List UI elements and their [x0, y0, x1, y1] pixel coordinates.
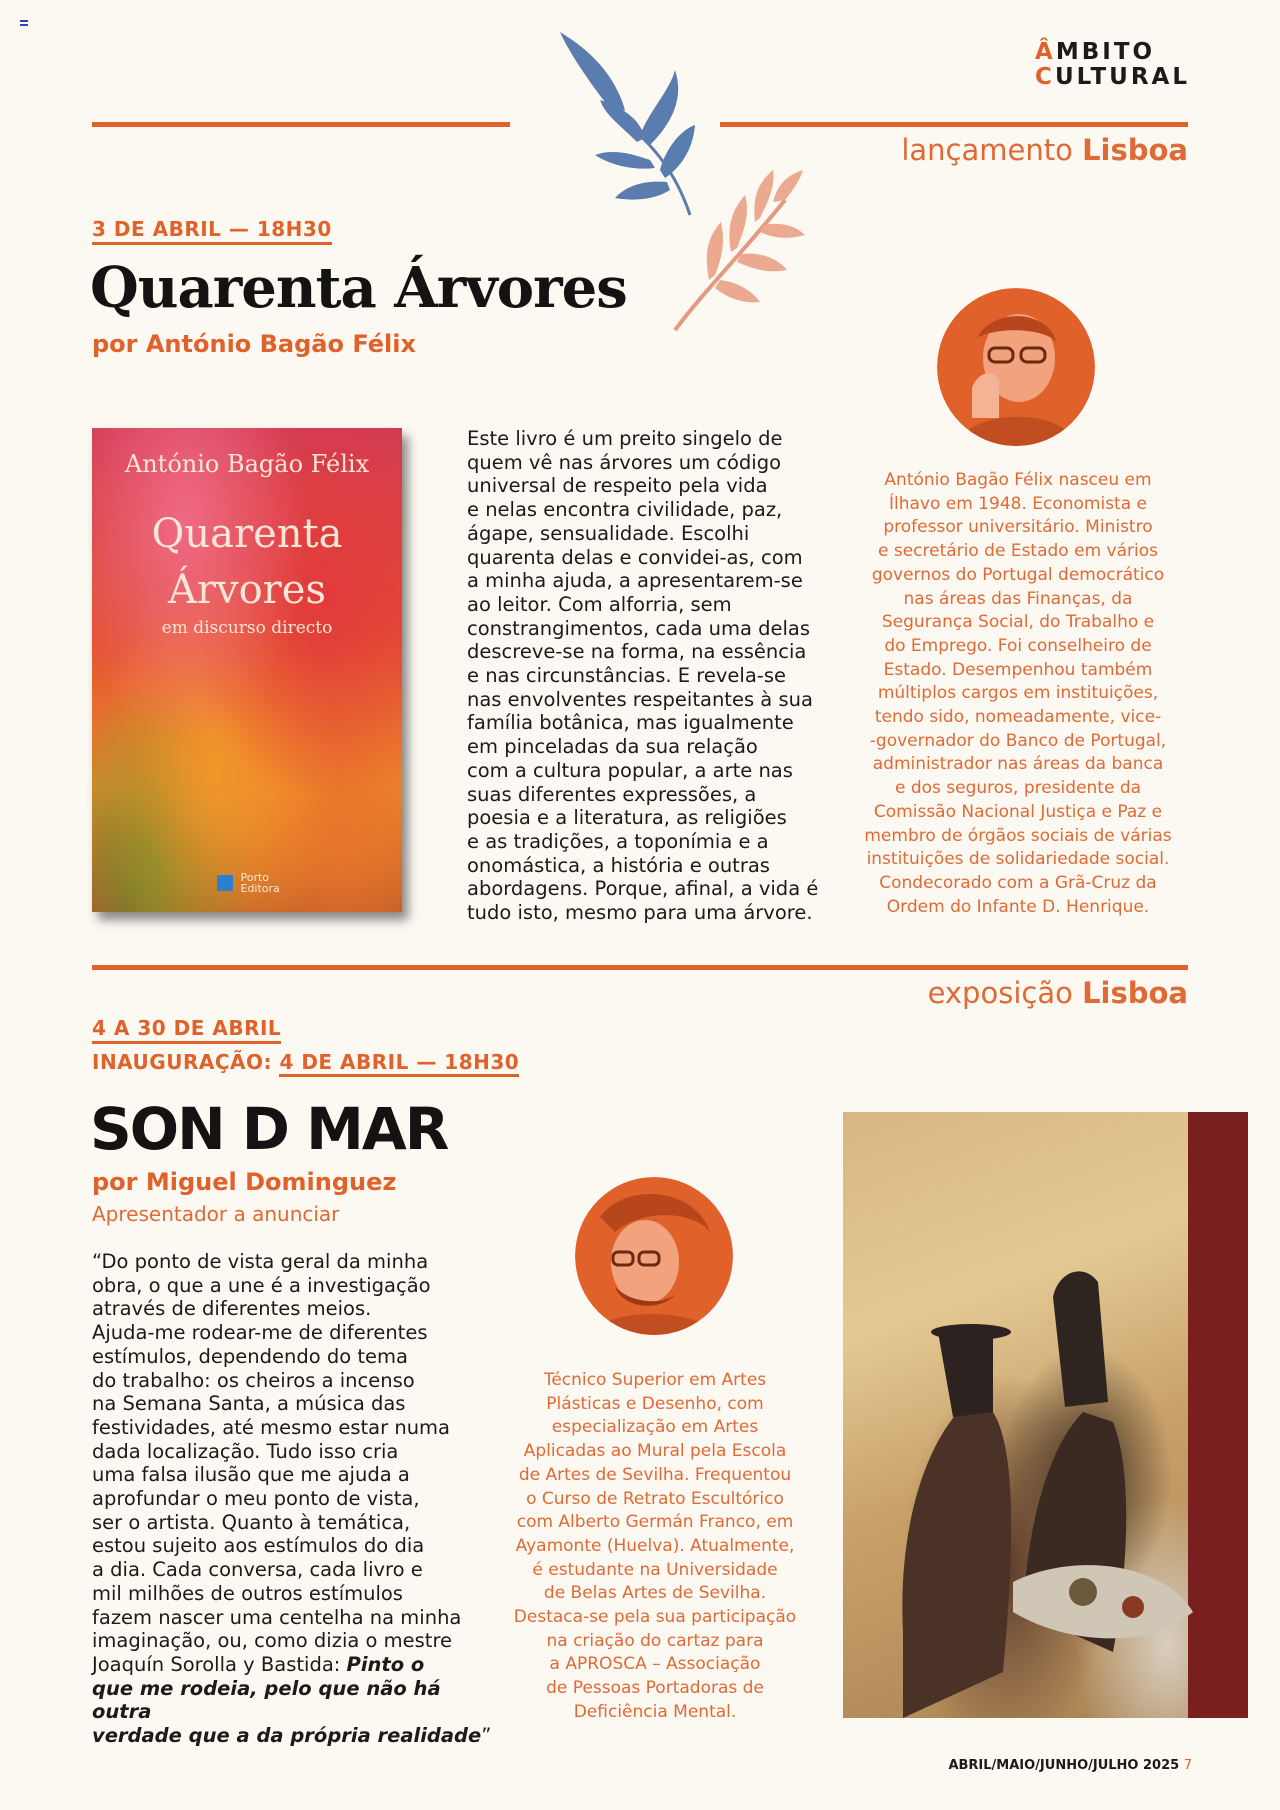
bio-line: do Emprego. Foi conselheiro de [884, 635, 1152, 656]
event2-presenter: Apresentador a anunciar [92, 1202, 340, 1226]
blue-leaf-icon [560, 32, 695, 215]
bio-line: de Pessoas Portadoras de [546, 1678, 764, 1699]
bio-line: a APROSCA – Associação [549, 1654, 761, 1675]
section-type: exposição [927, 976, 1073, 1010]
quote-line: obra, o que a une é a investigação [92, 1273, 431, 1297]
description-line: e as tradições, a toponímia e a [467, 829, 769, 853]
painting-figures [843, 1112, 1248, 1718]
bio-line: -governador do Banco de Portugal, [869, 730, 1167, 751]
event2-title: SON D MAR [90, 1095, 448, 1163]
description-line: onomástica, a história e outras [467, 853, 770, 877]
bio-line: e dos seguros, presidente da [894, 778, 1142, 799]
quote-line: a dia. Cada conversa, cada livro e [92, 1558, 423, 1582]
quote-close: ” [481, 1724, 492, 1748]
bio-line: governos do Portugal democrático [871, 564, 1165, 585]
quote-line: do trabalho: os cheiros a incenso [92, 1368, 415, 1392]
bio-line: Ílhavo em 1948. Economista e [888, 493, 1148, 514]
logo-line-1: ÂMBITO [1035, 39, 1156, 65]
quote-line: “Do ponto de vista geral da minha [92, 1250, 429, 1273]
quote-emphasis-1: Pinto o [346, 1652, 425, 1676]
quote-line: imaginação, ou, como dizia o mestre [92, 1629, 453, 1653]
top-rule-right [720, 122, 1188, 127]
quote-line: uma falsa ilusão que me ajuda a [92, 1463, 410, 1487]
quote-line: dada localização. Tudo isso cria [92, 1439, 399, 1463]
book-cover-subtitle: em discurso directo [161, 618, 333, 638]
footer-issue: ABRIL/MAIO/JUNHO/JULHO 2025 [948, 1758, 1180, 1773]
description-line: universal de respeito pela vida [467, 474, 768, 498]
event1-description [467, 427, 827, 925]
bio-line: Ordem do Infante D. Henrique. [886, 896, 1150, 917]
bio-line: Plásticas e Desenho, com [546, 1393, 764, 1414]
quote-emphasis-3: verdade que a da própria realidade [92, 1724, 482, 1748]
description-line: nas envolventes respeitantes à sua [467, 687, 813, 711]
bio-line: Técnico Superior em Artes [543, 1370, 767, 1390]
bio-line: nas áreas das Finanças, da [903, 588, 1133, 609]
description-line: descreve-se na forma, na essência [467, 640, 807, 664]
quote-line: estímulos, dependendo do tema [92, 1344, 408, 1368]
description-line: com a cultura popular, a arte nas [467, 758, 793, 782]
quote-final-lines [92, 1653, 492, 1748]
description-line: ao leitor. Com alforria, sem [467, 592, 732, 616]
pink-leaf-icon [675, 170, 805, 330]
description-line: poesia e a literatura, as religiões [467, 806, 787, 830]
event1-author: por António Bagão Félix [92, 330, 416, 358]
bio-line: é estudante na Universidade [532, 1559, 778, 1580]
section-city: Lisboa [1082, 976, 1188, 1010]
bio-line: Aplicadas ao Mural pela Escola [523, 1441, 787, 1462]
bio-line: Destaca-se pela sua participação [513, 1607, 797, 1628]
quote-line: mil milhões de outros estímulos [92, 1581, 403, 1605]
description-line: e nas circunstâncias. E revela-se [467, 664, 786, 688]
event2-date-range: 4 A 30 DE ABRIL [92, 1015, 281, 1044]
quote-line: estou sujeito aos estímulos do dia [92, 1534, 425, 1558]
description-line: e nelas encontra civilidade, paz, [467, 498, 783, 522]
bio-line: Ayamonte (Huelva). Atualmente, [515, 1535, 795, 1556]
bio-line: Condecorado com a Grã-Cruz da [879, 872, 1157, 893]
bio-line: múltiplos cargos em instituições, [877, 683, 1159, 704]
section-label-launch [901, 133, 1188, 167]
publisher-icon [217, 875, 233, 891]
top-rule-left [92, 122, 510, 127]
quote-line: através de diferentes meios. [92, 1297, 372, 1321]
book-cover-title-2: Árvores [167, 567, 326, 613]
middle-rule [92, 965, 1188, 970]
bio-line: especialização em Artes [551, 1417, 759, 1438]
section-label-exhibition [928, 976, 1188, 1010]
event2-bio [505, 1369, 805, 1725]
publisher-line-2: Editora [240, 882, 280, 895]
book-cover [92, 428, 402, 912]
quote-line: aprofundar o meu ponto de vista, [92, 1487, 420, 1511]
description-line: quem vê nas árvores um código [467, 450, 782, 474]
description-line: em pinceladas da sua relação [467, 735, 758, 759]
event1-date: 3 DE ABRIL — 18H30 [92, 216, 332, 245]
page-number: 7 [1183, 1758, 1192, 1773]
bio-line: administrador nas áreas da banca [872, 754, 1164, 775]
author-portrait-bagao-felix [937, 288, 1095, 446]
section-type: lançamento [901, 133, 1073, 167]
publisher-logo [217, 872, 280, 894]
exhibition-painting [843, 1112, 1248, 1718]
bio-line: instituições de solidariedade social. [866, 849, 1170, 870]
bio-line: membro de órgãos sociais de várias [864, 825, 1172, 846]
bio-line: Deficiência Mental. [573, 1701, 737, 1722]
page-footer [948, 1758, 1192, 1773]
opening-label: INAUGURAÇÃO: [92, 1050, 272, 1074]
description-line: constrangimentos, cada uma delas [467, 616, 811, 640]
event2-quote [92, 1250, 492, 1748]
bio-line: António Bagão Félix nasceu em [884, 470, 1152, 490]
bio-line: Segurança Social, do Trabalho e [881, 612, 1155, 633]
bio-line: Comissão Nacional Justiça e Paz e [873, 801, 1163, 822]
flag-icon [20, 20, 28, 26]
description-line: tudo isto, mesmo para uma árvore. [467, 901, 813, 925]
quote-line: na Semana Santa, a música das [92, 1392, 406, 1416]
bio-line: professor universitário. Ministro [883, 517, 1153, 538]
event2-author: por Miguel Dominguez [92, 1168, 397, 1196]
publisher-line-1: Porto [240, 871, 270, 884]
description-line: ágape, sensualidade. Escolhi [467, 521, 750, 545]
artist-portrait-miguel-dominguez [575, 1177, 733, 1335]
description-line: abordagens. Porque, afinal, a vida é [467, 877, 819, 901]
quote-line: Ajuda-me rodear-me de diferentes [92, 1321, 428, 1345]
event2-opening [92, 1049, 519, 1075]
quote-emphasis-2: que me rodeia, pelo que não há outra [92, 1676, 441, 1724]
ambito-cultural-logo [1035, 40, 1190, 90]
bio-line: na criação do cartaz para [546, 1630, 764, 1651]
bio-line: e secretário de Estado em vários [877, 541, 1158, 562]
book-cover-author: António Bagão Félix [124, 450, 370, 478]
bio-line: com Alberto Germán Franco, em [516, 1512, 794, 1533]
bio-line: Estado. Desempenhou também [883, 659, 1153, 680]
event1-bio [858, 469, 1178, 919]
quote-plain-tail: Joaquín Sorolla y Bastida: [92, 1652, 347, 1676]
quote-line: fazem nascer uma centelha na minha [92, 1605, 462, 1629]
opening-date: 4 DE ABRIL — 18H30 [279, 1050, 519, 1077]
quote-line: ser o artista. Quanto à temática, [92, 1510, 411, 1534]
bio-line: de Artes de Sevilha. Frequentou [518, 1464, 792, 1485]
bio-line: de Belas Artes de Sevilha. [543, 1583, 767, 1604]
description-line: família botânica, mas igualmente [467, 711, 794, 735]
description-line: suas diferentes expressões, a [467, 782, 757, 806]
quote-line: festividades, até mesmo estar numa [92, 1415, 450, 1439]
bio-line: o Curso de Retrato Escultórico [526, 1488, 784, 1509]
logo-line-2: CULTURAL [1035, 64, 1190, 90]
description-line: quarenta delas e convidei-as, com [467, 545, 803, 569]
description-line: Este livro é um preito singelo de [467, 427, 783, 450]
bio-line: tendo sido, nomeadamente, vice- [874, 707, 1162, 728]
event1-title: Quarenta Árvores [90, 255, 627, 321]
section-city: Lisboa [1082, 133, 1188, 167]
book-cover-title-1: Quarenta [151, 511, 343, 557]
description-line: a minha ajuda, a apresentarem-se [467, 569, 803, 593]
